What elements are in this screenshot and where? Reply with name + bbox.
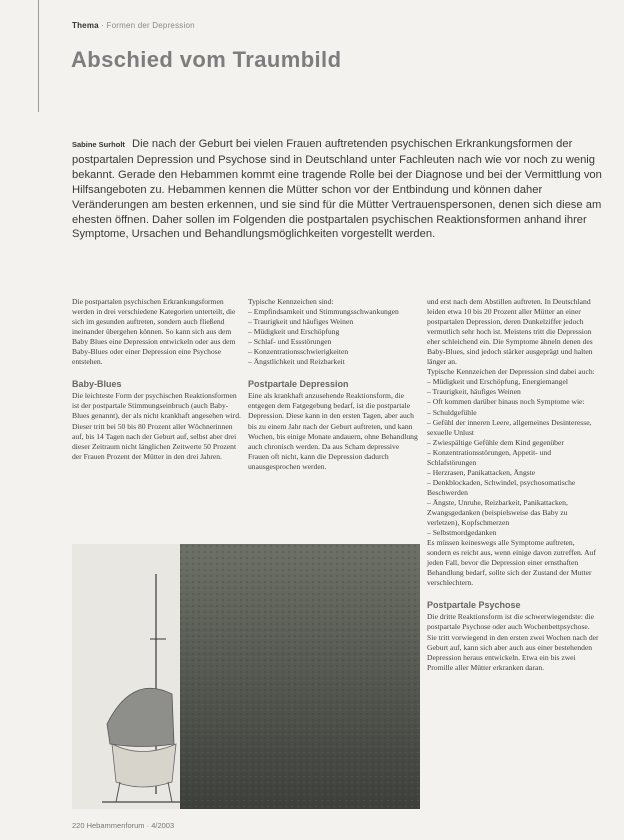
list-item: – Ängste, Unruhe, Reizbarkeit, Panikattacken, Zwangsgedanken (beispielsweise das Baby zu verletzen), Kopfschmerzen bbox=[427, 497, 568, 528]
list-item: – Müdigkeit und Erschöpfung, Energiemangel bbox=[427, 377, 568, 387]
cradle-in-field-image bbox=[72, 544, 420, 809]
article-photo bbox=[72, 544, 420, 809]
list-item: – Schlaf- und Essstörungen bbox=[248, 337, 332, 347]
col3-closing: Es müssen keineswegs alle Symptome auftreten, sondern es reicht aus, wenn einige davon zutreffen. Auf jeden Fall, bevor die Depression einer ernsthaften Behandlung bedarf, sollte sich der Zustand der Mutter verschlechtern. bbox=[427, 538, 596, 588]
col3-psychose-text: Die dritte Reaktionsform ist die schwerwiegendste: die postpartale Psychose oder auch Wochenbettpsychose. Sie tritt vorwiegend in den ersten zwei Wochen nach der Geburt auf, kann sich aber auch aus einer bestehenden Depression heraus entwickeln. Etwa ein bis zwei Promille aller Mütter erkranken daran. bbox=[427, 612, 599, 672]
col3-symptom-list bbox=[427, 377, 600, 538]
list-item: – Ängstlichkeit und Reizbarkeit bbox=[248, 357, 345, 367]
list-item: – Traurigkeit und häufiges Weinen bbox=[248, 317, 354, 327]
list-item: – Selbstmordgedanken bbox=[427, 528, 497, 538]
page-title: Abschied vom Traumbild bbox=[71, 47, 342, 72]
page-footer: 220 Hebammenforum · 4/2003 bbox=[72, 821, 175, 830]
list-item: – Schuldgefühle bbox=[427, 407, 477, 417]
col1-baby-blues-text: Die leichteste Form der psychischen Reaktionsformen ist der postpartale Stimmungseinbruch (auch Baby-Blues genannt), der als nicht krankhaft angesehen wird. Dieser tritt bei 50 bis 80 Prozent aller Wöchnerinnen auf, bis 14 Tagen nach der Geburt auf, selbst aber drei dieser Zeitraum nicht länglichen Zeitwerte 50 Prozent der Frauen Prozent der Mütter in den drei Jahren. bbox=[72, 391, 241, 461]
list-item: – Konzentrationsschwierigkeiten bbox=[248, 347, 349, 357]
heading-postpartale-depression: Postpartale Depression bbox=[248, 379, 349, 390]
list-item: – Zwiespältige Gefühle dem Kind gegenüber bbox=[427, 437, 564, 447]
section-label bbox=[72, 21, 195, 30]
column-1 bbox=[72, 297, 243, 462]
list-item: – Gefühl der inneren Leere, allgemeines Desinteresse, sexuelle Unlust bbox=[427, 417, 592, 437]
col2-symptom-list bbox=[248, 307, 420, 367]
column-2 bbox=[248, 297, 420, 472]
list-item: – Traurigkeit, häufiges Weinen bbox=[427, 387, 521, 397]
list-item: – Konzentrationsstörungen, Appetit- und Schlafstörungen bbox=[427, 447, 552, 467]
col2-intro: Typische Kennzeichen sind: bbox=[248, 297, 334, 306]
list-item: – Müdigkeit und Erschöpfung bbox=[248, 327, 340, 337]
column-3 bbox=[427, 297, 600, 673]
lead-paragraph bbox=[72, 137, 602, 242]
lead-text: Die nach der Geburt bei vielen Frauen auftretenden psychischen Erkrankungsformen der postpartalen Depression und Psychose sind in Deutschland unter Fachleuten nach wie vor noch zu wenig bekannt. Gerade den Hebammen kommt eine tragende Rolle bei der Diagnose und bei der Vermittlung von Hilfsangeboten zu. Hebammen kennen die Mütter schon vor der Entbindung und können daher Veränderungen am besten erkennen, und sie sind für die Mütter Vertrauenspersonen, denen sich diese am ehesten öffnen. Daher sollen im Folgenden die postpartalen psychischen Reaktionsformen anhand ihrer Symptome, Ursachen und Behandlungsmöglichkeiten vorgestellt werden. bbox=[72, 138, 602, 241]
col2-depression-text: Eine als krankhaft anzusehende Reaktionsform, die entgegen dem Fatgegebung bedarf, ist die postpartale Depression. Diese kann in den ersten Tagen, aber auch bis zu einem Jahr nach der Geburt auftreten, und kann Wochen, bis einige Monate andauern, ohne Behandlung auch chronisch werden. Da aus Scham depressive Frauen oft nicht, kann die Depression dadurch unausgesprochen werden. bbox=[248, 391, 418, 471]
list-item: – Herzrasen, Panikattacken, Ängste bbox=[427, 467, 536, 477]
col3-intro-2: Typische Kennzeichen der Depression sind dabei auch: bbox=[427, 367, 595, 377]
author-name: Sabine Surholt bbox=[72, 140, 125, 149]
list-item: – Empfindsamkeit und Stimmungsschwankungen bbox=[248, 307, 399, 317]
col3-intro: und erst nach dem Abstillen auftreten. In Deutschland leiden etwa 10 bis 20 Prozent aller Mütter an einer postpartalen Depression, deren Dunkelziffer jedoch vermutlich sehr hoch ist. Meistens tritt die Depression eher schleichend ein. Die Symptome ähneln denen des Baby-Blues, sind jedoch stärker ausgeprägt und halten länger an. bbox=[427, 297, 593, 367]
section-label-rest: · Formen der Depression bbox=[101, 21, 195, 30]
list-item: – Denkblockaden, Schwindel, psychosomatische Beschwerden bbox=[427, 477, 576, 497]
heading-postpartale-psychose: Postpartale Psychose bbox=[427, 600, 521, 611]
section-label-bold: Thema bbox=[72, 21, 99, 30]
col1-intro: Die postpartalen psychischen Erkrankungsformen werden in drei verschiedene Kategorien unterteilt, die sich im gesunden auftreten, sondern auch fließend ineinander übergehen können. So kann sich aus dem Baby Blues eine Depression entwickeln oder aus dem Baby-Blues oder einer Depression eine Psychose entstehen. bbox=[72, 297, 236, 367]
heading-baby-blues: Baby-Blues bbox=[72, 379, 122, 390]
list-item: – Oft kommen darüber hinaus noch Symptome wie: bbox=[427, 397, 585, 407]
margin-rule bbox=[38, 0, 39, 112]
